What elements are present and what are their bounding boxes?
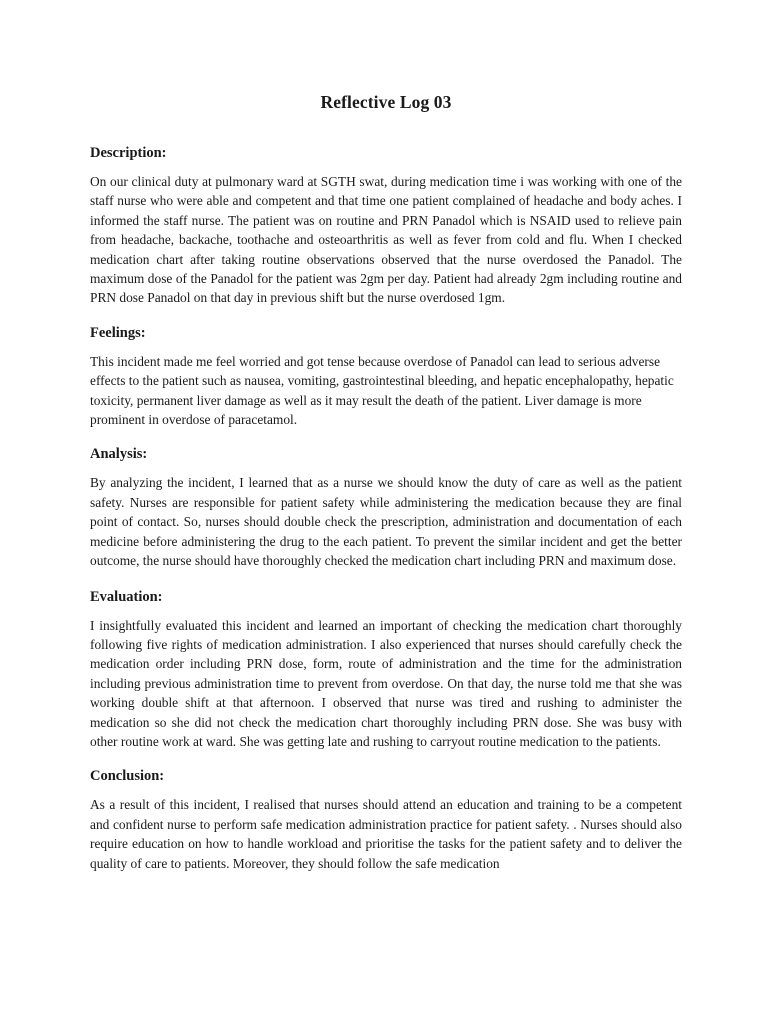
section-text-evaluation: I insightfully evaluated this incident and learned an important of checking the medication chart thoroughly following five rights of medication administration. I also experienced that nurses should carefully check the medication order including PRN dose, form, route of administration and the time for the administration including previous administration time to prevent from overdose. On that day, the nurse told me that she was working double shift at that afternoon. I observed that nurse was tired and rushing to administer the medication so she did not check the medication chart thoroughly including PRN dose. She was busy with other routine work at ward. She was getting late and rushing to carryout routine medication to the patients. [90,617,682,749]
section-heading-description: Description: [90,145,167,161]
section-evaluation [90,589,682,752]
section-text-analysis: By analyzing the incident, I learned that as a nurse we should know the duty of care as well as the patient safety. Nurses are responsible for patient safety while administering the medication because they are final point of contact. So, nurses should double check the prescription, administration and documentation of each medicine before administering the drug to the each patient. To prevent the similar incident and get the better outcome, the nurse should have thoroughly checked the medication chart including PRN and maximum dose. [90,475,682,569]
section-conclusion [90,768,682,873]
section-heading-feelings: Feelings: [90,324,146,341]
document-title: Reflective Log 03 [320,92,452,112]
section-text-feelings: This incident made me feel worried and got tense because overdose of Panadol can lead to serious adverse effects to the patient such as nausea, vomiting, gastrointestinal bleeding, and hepatic encephalopathy, hepatic toxicity, permanent liver damage as well as it may result the death of the patient. Liver damage is more prominent in overdose of paracetamol. [90,353,674,428]
section-heading-conclusion: Conclusion: [90,768,165,785]
section-heading-analysis: Analysis: [90,446,148,463]
section-analysis [90,446,682,570]
section-text-description: On our clinical duty at pulmonary ward at SGTH swat, during medication time i was working with one of the staff nurse who were able and competent and that time one patient complained of headache and body aches. I informed the staff nurse. The patient was on routine and PRN Panadol which is NSAID used to relieve pain from headache, backache, toothache and osteoarthritis as well as fever from cold and flu. When I checked medication chart after taking routine observations observed that the nurse overdosed the Panadol. The maximum dose of the Panadol for the patient was 2gm per day. Patient had already 2gm including routine and PRN dose Panadol on that day in previous shift but the nurse overdosed 1gm. [90,174,682,306]
section-description [90,145,682,308]
section-feelings [90,325,682,430]
section-text-conclusion: As a result of this incident, I realised that nurses should attend an education and training to be a competent and confident nurse to perform safe medication administration practice for patient safety. . Nurses should also require education on how to handle workload and prioritise the tasks for the patient safety and to deliver the quality of care to patients. Moreover, they should follow the safe medication [90,797,682,871]
section-heading-evaluation: Evaluation: [90,588,163,605]
